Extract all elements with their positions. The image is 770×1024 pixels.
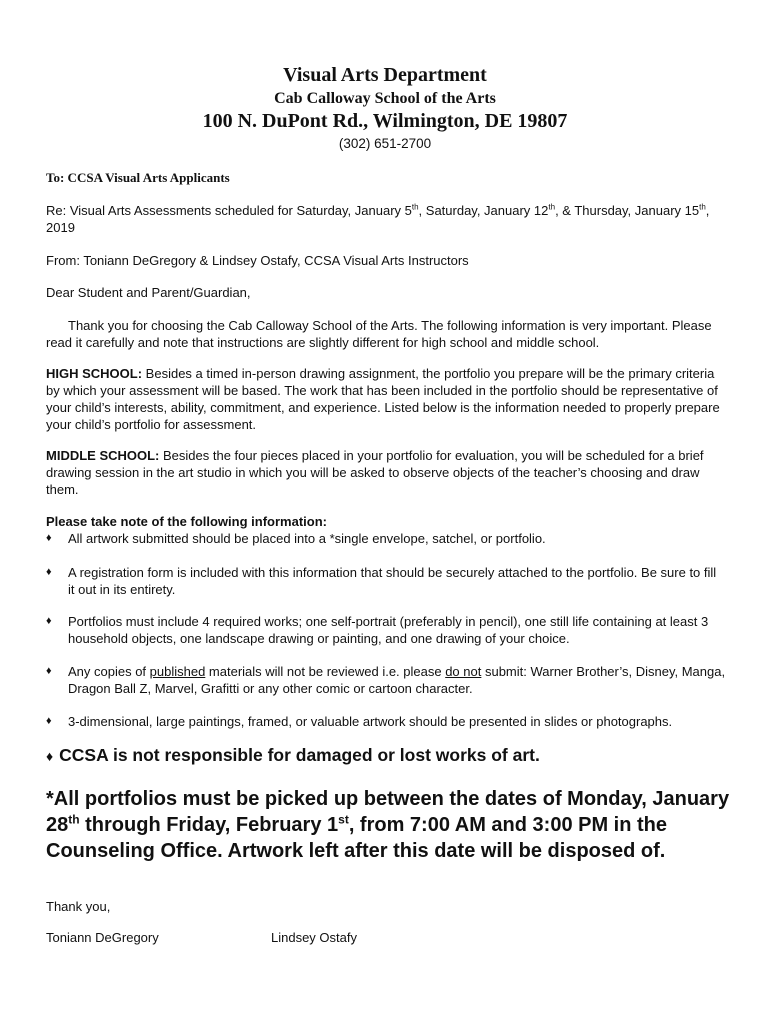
signature-name: Lindsey Ostafy xyxy=(271,930,357,945)
to-line: To: CCSA Visual Arts Applicants xyxy=(46,170,230,185)
high-school-label: HIGH SCHOOL: xyxy=(46,366,143,381)
diamond-bullet-icon: ♦ xyxy=(46,715,52,727)
signature-name: Toniann DeGregory xyxy=(46,930,159,945)
department-title: Visual Arts Department xyxy=(283,64,487,86)
list-item: ♦ Any copies of published materials will not be reviewed i.e. please do not submit: Warner Brother’s, Disney, Manga, Dragon Ball Z, Marvel, Grafitti or any other comic or cartoon character. xyxy=(46,664,726,696)
pickup-notice: *All portfolios must be picked up between the dates of Monday, January 28th through Friday, February 1st, from 7:00 AM and 3:00 PM in the Counseling Office. Artwork left after this date will be disposed of. xyxy=(46,788,730,862)
responsibility-notice: ♦ CCSA is not responsible for damaged or lost works of art. xyxy=(46,745,540,765)
note-heading: Please take note of the following information: xyxy=(46,514,327,529)
high-school-paragraph: HIGH SCHOOL: Besides a timed in-person drawing assignment, the portfolio you prepare will be the primary criteria by which your assessment will be based. The work that has been included in the portfolio should be representative of your child’s interests, ability, commitment, and experience. Listed below is the information needed to properly prepare your child’s portfolio for assessment. xyxy=(46,366,720,432)
re-line: Re: Visual Arts Assessments scheduled for Saturday, January 5th, Saturday, January 12th, & Thursday, January 15th, 2019 xyxy=(46,202,710,235)
middle-school-paragraph: MIDDLE SCHOOL: Besides the four pieces placed in your portfolio for evaluation, you will be scheduled for a brief drawing session in the art studio in which you will be asked to observe objects of the teacher’s choosing and draw them. xyxy=(46,448,704,497)
list-item: ♦ All artwork submitted should be placed into a *single envelope, satchel, or portfolio. xyxy=(46,531,546,546)
diamond-bullet-icon: ♦ xyxy=(46,665,52,677)
school-name: Cab Calloway School of the Arts xyxy=(274,90,496,107)
school-address: 100 N. DuPont Rd., Wilmington, DE 19807 xyxy=(202,110,568,132)
list-item: ♦ A registration form is included with this information that should be securely attached to the portfolio. Be sure to fill it out in its entirety. xyxy=(46,565,717,597)
closing: Thank you, xyxy=(46,899,111,914)
diamond-bullet-icon: ♦ xyxy=(46,748,54,764)
phone-number: (302) 651-2700 xyxy=(338,136,432,151)
list-item: ♦ 3-dimensional, large paintings, framed, or valuable artwork should be presented in slides or photographs. xyxy=(46,714,673,729)
diamond-bullet-icon: ♦ xyxy=(46,615,52,627)
diamond-bullet-icon: ♦ xyxy=(46,566,52,578)
diamond-bullet-icon: ♦ xyxy=(46,532,52,544)
list-item: ♦ Portfolios must include 4 required works; one self-portrait (preferably in pencil), one still life containing at least 3 household objects, one landscape drawing or painting, and one drawing of your choice. xyxy=(46,614,709,646)
from-line: From: Toniann DeGregory & Lindsey Ostafy, CCSA Visual Arts Instructors xyxy=(46,253,469,268)
middle-school-label: MIDDLE SCHOOL: xyxy=(46,448,160,463)
intro-paragraph: Thank you for choosing the Cab Calloway School of the Arts. The following information is very important. Please read it carefully and note that instructions are slightly different for high school and middle school. xyxy=(46,318,712,350)
greeting: Dear Student and Parent/Guardian, xyxy=(46,285,251,300)
